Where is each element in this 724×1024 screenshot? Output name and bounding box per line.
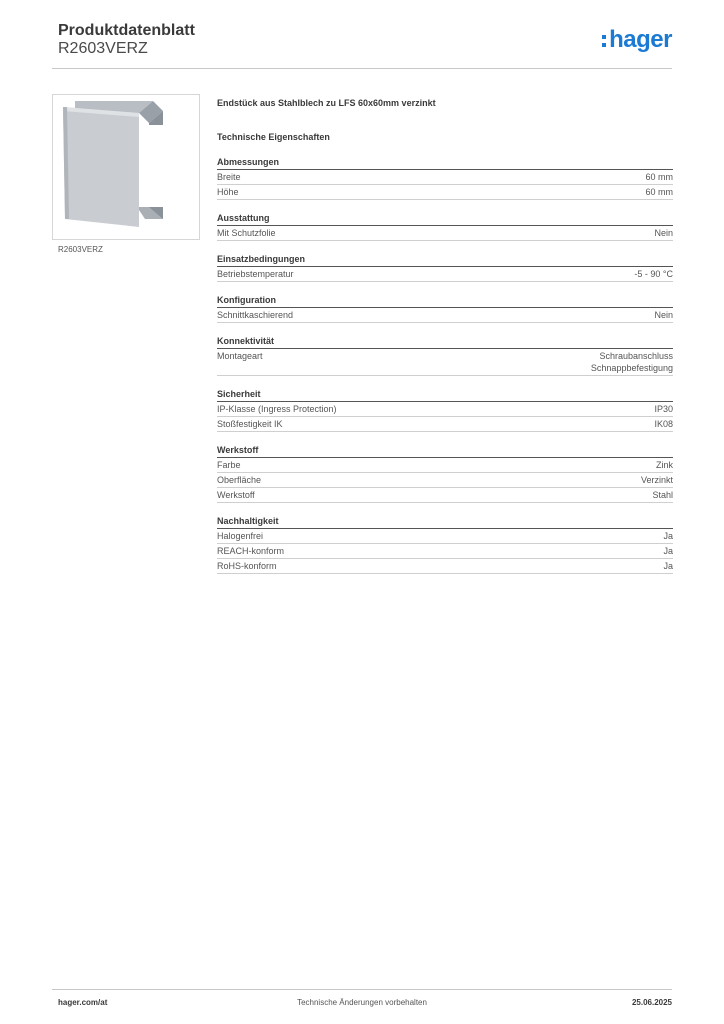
spec-value: 60 mm [645, 172, 673, 182]
section-title: Abmessungen [217, 156, 673, 170]
spec-label: Betriebstemperatur [217, 269, 294, 279]
spec-label: Stoßfestigkeit IK [217, 419, 283, 429]
spec-row [217, 185, 673, 200]
page-title: Produktdatenblatt [58, 22, 195, 39]
section-title: Werkstoff [217, 444, 673, 458]
spec-row [217, 544, 673, 559]
spec-label: Werkstoff [217, 490, 255, 500]
spec-sheet [217, 96, 673, 574]
spec-row [217, 308, 673, 323]
product-endcap-image [53, 95, 199, 239]
spec-section [217, 335, 673, 376]
spec-value: Verzinkt [640, 475, 673, 485]
product-code: R2603VERZ [58, 40, 148, 57]
spec-row [217, 458, 673, 473]
spec-label: Montageart [217, 351, 263, 361]
section-title: Nachhaltigkeit [217, 515, 673, 529]
spec-value: Nein [654, 228, 673, 238]
logo-dots-icon [602, 35, 606, 47]
spec-row [217, 473, 673, 488]
spec-label: Oberfläche [217, 475, 262, 485]
spec-label: RoHS-konform [217, 561, 277, 571]
section-title: Sicherheit [217, 388, 673, 402]
spec-row [217, 488, 673, 503]
spec-value: 60 mm [645, 187, 673, 197]
spec-value: Schraubanschluss Schnappbefestigung [590, 351, 673, 373]
header-divider [52, 68, 672, 69]
spec-label: Höhe [217, 187, 239, 197]
spec-label: Halogenfrei [217, 531, 264, 541]
spec-section [217, 515, 673, 574]
section-title: Ausstattung [217, 212, 673, 226]
spec-row [217, 559, 673, 574]
spec-value: Zink [655, 460, 673, 470]
spec-value: Nein [654, 310, 673, 320]
spec-section [217, 388, 673, 432]
section-title: Konnektivität [217, 335, 673, 349]
section-title: Konfiguration [217, 294, 673, 308]
spec-value: Stahl [652, 490, 673, 500]
footer-date: 25.06.2025 [631, 998, 672, 1007]
spec-heading: Technische Eigenschaften [217, 132, 330, 142]
spec-row [217, 402, 673, 417]
footer-website: hager.com/at [58, 998, 108, 1007]
spec-section [217, 212, 673, 241]
spec-value: Ja [663, 531, 673, 541]
section-title: Einsatzbedingungen [217, 253, 673, 267]
footer-divider [52, 989, 672, 990]
spec-row [217, 349, 673, 376]
footer-disclaimer: Technische Änderungen vorbehalten [297, 998, 427, 1007]
spec-section [217, 294, 673, 323]
logo-text: hager [609, 26, 672, 53]
spec-row [217, 417, 673, 432]
spec-row [217, 170, 673, 185]
spec-label: REACH-konform [217, 546, 285, 556]
spec-section [217, 444, 673, 503]
spec-label: IP-Klasse (Ingress Protection) [217, 404, 337, 414]
hager-logo [602, 28, 672, 52]
spec-value: IP30 [654, 404, 673, 414]
spec-label: Breite [217, 172, 241, 182]
spec-label: Mit Schutzfolie [217, 228, 276, 238]
spec-row [217, 226, 673, 241]
spec-row [217, 529, 673, 544]
spec-section [217, 253, 673, 282]
spec-value: Ja [663, 546, 673, 556]
product-image [52, 94, 200, 240]
spec-section [217, 156, 673, 200]
spec-row [217, 267, 673, 282]
product-description: Endstück aus Stahlblech zu LFS 60x60mm verzinkt [217, 98, 436, 108]
spec-label: Schnittkaschierend [217, 310, 294, 320]
spec-value: IK08 [654, 419, 673, 429]
spec-value: -5 - 90 °C [634, 269, 673, 279]
image-caption: R2603VERZ [58, 245, 103, 254]
spec-label: Farbe [217, 460, 241, 470]
spec-sections [217, 156, 673, 574]
spec-value: Ja [663, 561, 673, 571]
